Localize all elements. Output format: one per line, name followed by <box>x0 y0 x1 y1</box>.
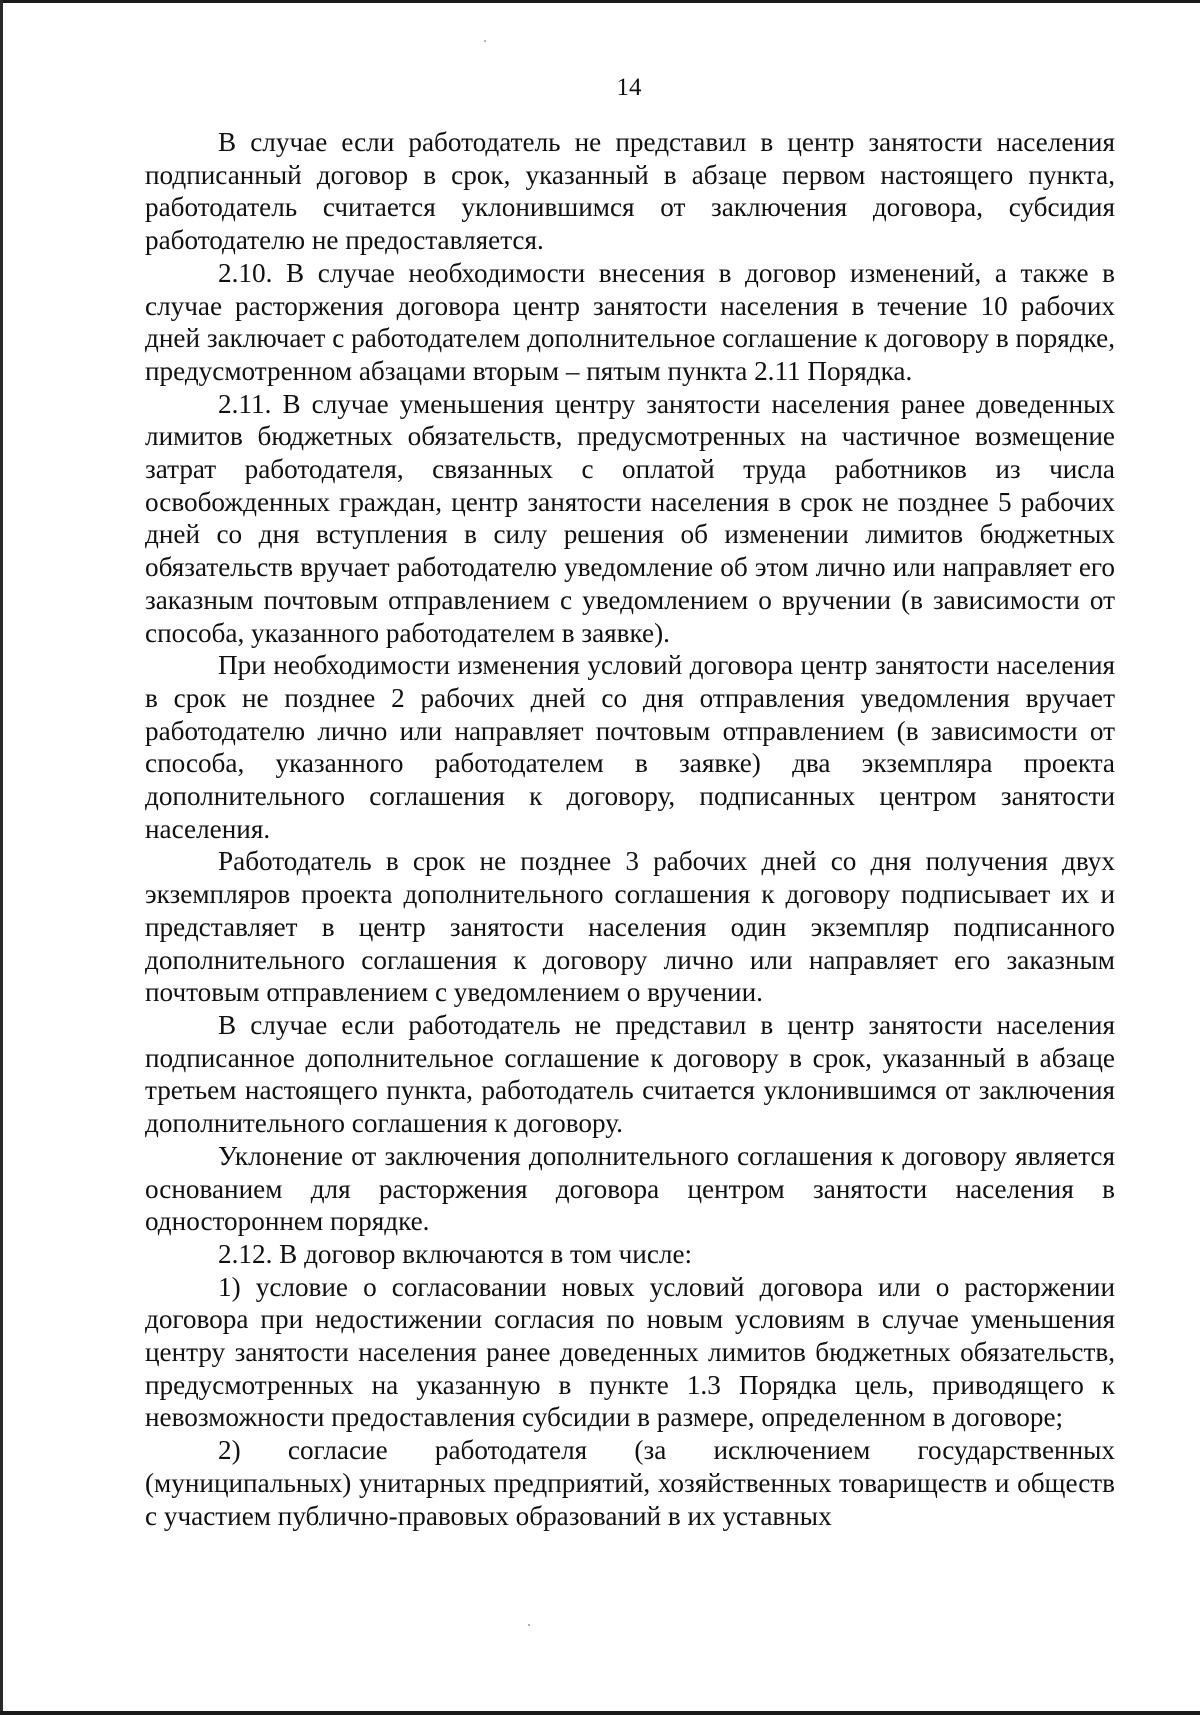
paragraph-employer-signing: Работодатель в срок не позднее 3 рабочих дней со дня получения двух экземпляров проекта дополнительного соглашения к договору подписывает их и представляет в центр занятости населения один экземпляр подписанного дополнительного соглашения к договору лично или направляет его заказным почтовым отправлением с уведомлением о вручении. <box>145 846 1115 1008</box>
list-item-1: 1) условие о согласовании новых условий договора или о расторжении договора при недостижении согласия по новым условиям в случае уменьшения центру занятости населения ранее доведенных лимитов бюджетных обязательств, предусмотренных на указанную в пункте 1.3 Порядка цель, приводящего к невозможности предоставления субсидии в размере, определенном в договоре; <box>145 1271 1115 1433</box>
paragraph-evasion: В случае если работодатель не представил в центр занятости населения подписанное дополнительное соглашение к договору в срок, указанный в абзаце третьем настоящего пункта, работодатель считается уклонившимся от заключения дополнительного соглашения к договору. <box>145 1009 1115 1139</box>
paragraph-2-12: 2.12. В договор включаются в том числе: <box>218 1238 693 1269</box>
scan-speck <box>528 1624 530 1626</box>
scan-speck <box>484 40 486 42</box>
scan-edge-bottom <box>0 1711 1200 1715</box>
paragraph-signing-deadline: В случае если работодатель не представил в центр занятости населения подписанный договор в срок, указанный в абзаце первом настоящего пункта, работодатель считается уклонившимся от заключения договора, субсидия работодателю не предоставляется. <box>145 127 1115 256</box>
document-body <box>145 126 1115 1532</box>
paragraph-changes-needed: При необходимости изменения условий договора центр занятости населения в срок не позднее 2 рабочих дней со дня отправления уведомления вручает работодателю лично или направляет почтовым отправлением (в зависимости от способа, указанного работодателем в заявке) два экземпляра проекта дополнительного соглашения к договору, подписанных центром занятости населения. <box>145 650 1115 844</box>
list-item-2: 2) согласие работодателя (за исключением государственных (муниципальных) унитарных предприятий, хозяйственных товариществ и обществ с участием публично-правовых образований в их уставных <box>145 1435 1115 1531</box>
scan-edge-left <box>0 0 3 1715</box>
page-number: 14 <box>616 74 642 101</box>
scan-edge-top <box>0 0 1200 3</box>
paragraph-termination: Уклонение от заключения дополнительного соглашения к договору является основанием для расторжения договора центром занятости населения в одностороннем порядке. <box>145 1140 1115 1237</box>
paragraph-2-10: 2.10. В случае необходимости внесения в договор изменений, а также в случае расторжения договора центр занятости населения в течение 10 рабочих дней заключает с работодателем дополнительное соглашение к договору в порядке, предусмотренном абзацами вторым – пятым пункта 2.11 Порядка. <box>145 257 1115 386</box>
paragraph-2-11: 2.11. В случае уменьшения центру занятости населения ранее доведенных лимитов бюджетных обязательств, предусмотренных на частичное возмещение затрат работодателя, связанных с оплатой труда работников из числа освобожденных граждан, центр занятости населения в срок не позднее 5 рабочих дней со дня вступления в силу решения об изменении лимитов бюджетных обязательств вручает работодателю уведомление об этом лично или направляет его заказным почтовым отправлением с уведомлением о вручении (в зависимости от способа, указанного работодателем в заявке). <box>145 388 1115 648</box>
